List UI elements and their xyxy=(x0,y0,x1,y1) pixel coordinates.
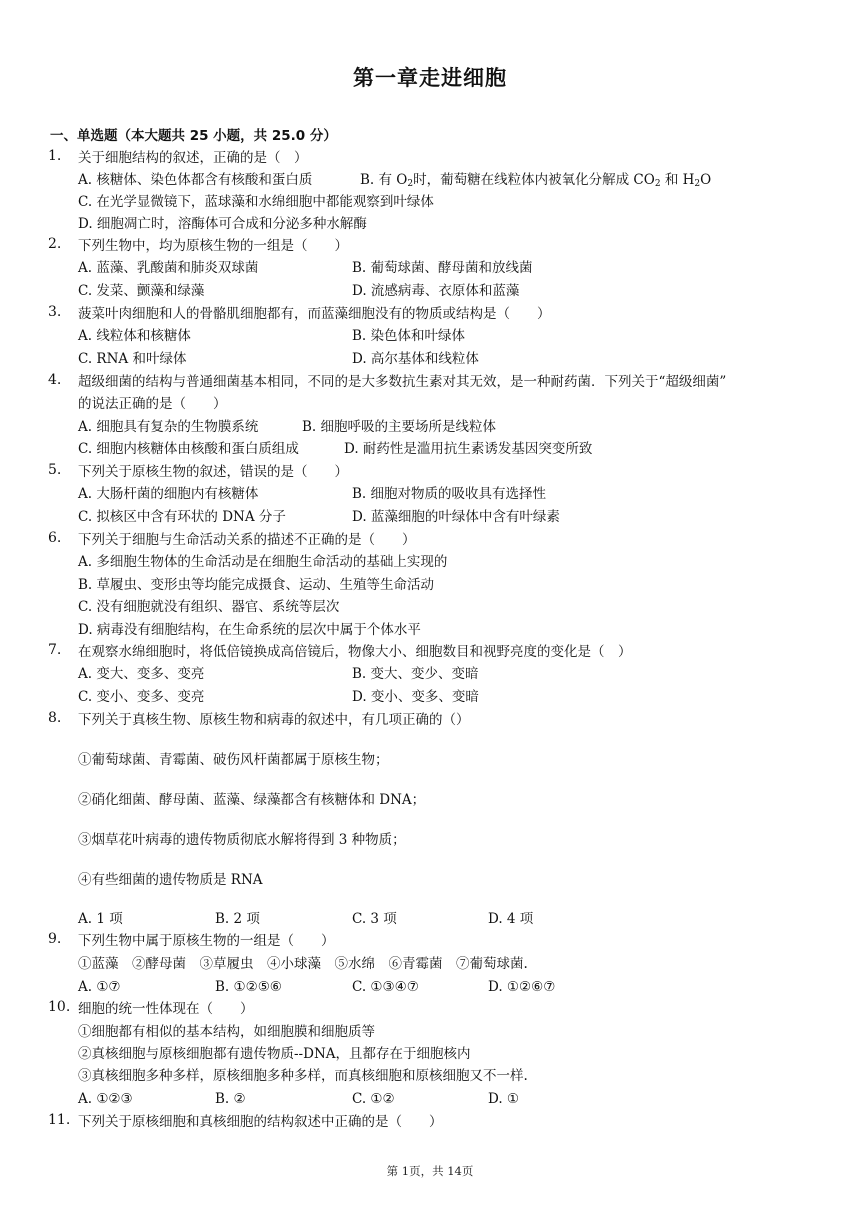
option-c: C. ①③④⑦ xyxy=(352,979,419,995)
option-c: C. 没有细胞就没有组织、器官、系统等层次 xyxy=(78,599,340,615)
option-c: C. ①② xyxy=(352,1091,395,1107)
question-number: 1. xyxy=(48,148,62,164)
option-c: C. 3 项 xyxy=(352,911,397,927)
option-d: D. 流感病毒、衣原体和蓝藻 xyxy=(352,283,520,299)
question-stem: 下列关于原核细胞和真核细胞的结构叙述中正确的是（ ） xyxy=(78,1114,443,1130)
option-c: C. 在光学显微镜下，蓝球藻和水绵细胞中都能观察到叶绿体 xyxy=(78,194,434,210)
option-b: B. 草履虫、变形虫等均能完成摄食、运动、生殖等生命活动 xyxy=(78,577,435,593)
question-number: 6. xyxy=(48,530,62,546)
question-stem: 下列关于细胞与生命活动关系的描述不正确的是（ ） xyxy=(78,532,416,548)
question-number: 9. xyxy=(48,931,62,947)
option-b: B. 细胞呼吸的主要场所是线粒体 xyxy=(302,419,497,435)
section-header: 一、单选题（本大题共 25 小题，共 25.0 分） xyxy=(50,128,337,144)
option-d: D. 变小、变多、变暗 xyxy=(352,689,479,705)
option-a: A. 变大、变多、变亮 xyxy=(78,666,205,682)
option-a: A. ①⑦ xyxy=(78,979,121,995)
option-b: B. 有 $O_2$时，葡萄糖在线粒体内被氧化分解成 $CO_2$ 和 $H_2O$ xyxy=(360,172,712,189)
option-a: A. 蓝藻、乳酸菌和肺炎双球菌 xyxy=(78,260,259,276)
statement-item: ③烟草花叶病毒的遗传物质彻底水解将得到 3 种物质； xyxy=(78,832,406,848)
option-d: D. 高尔基体和线粒体 xyxy=(352,351,479,367)
statement-item: ①细胞都有相似的基本结构，如细胞膜和细胞质等 xyxy=(78,1024,375,1040)
question-number: 11. xyxy=(48,1112,71,1128)
option-d: D. 病毒没有细胞结构，在生命系统的层次中属于个体水平 xyxy=(78,622,421,638)
question-number: 5. xyxy=(48,462,62,478)
option-b: B. 变大、变少、变暗 xyxy=(352,666,479,682)
option-a: A. 线粒体和核糖体 xyxy=(78,328,191,344)
question-stem: 下列生物中属于原核生物的一组是（ ） xyxy=(78,933,335,949)
option-d: D. 4 项 xyxy=(488,911,534,927)
question-stem: 细胞的统一性体现在（ ） xyxy=(78,1001,254,1017)
question-stem: 下列关于原核生物的叙述，错误的是（ ） xyxy=(78,464,348,480)
option-b: B. 葡萄球菌、酵母菌和放线菌 xyxy=(352,260,533,276)
option-c: C. 细胞内核糖体由核酸和蛋白质组成 xyxy=(78,441,299,457)
option-a: A. 1 项 xyxy=(78,911,123,927)
option-b: B. 染色体和叶绿体 xyxy=(352,328,466,344)
option-a: A. ①②③ xyxy=(78,1091,133,1107)
question-stem: 下列生物中，均为原核生物的一组是（ ） xyxy=(78,238,348,254)
option-c: C. 发菜、颤藻和绿藻 xyxy=(78,283,205,299)
option-c: C. 拟核区中含有环状的 DNA 分子 xyxy=(78,509,286,525)
option-d: D. ① xyxy=(488,1091,520,1107)
question-number: 8. xyxy=(48,710,62,726)
question-stem-cont: 的说法正确的是（ ） xyxy=(78,396,227,412)
question-stem: 在观察水绵细胞时，将低倍镜换成高倍镜后，物像大小、细胞数目和视野亮度的变化是（ ） xyxy=(78,644,632,660)
question-number: 10. xyxy=(48,999,71,1015)
question-number: 4. xyxy=(48,372,62,388)
statement-item: ②硝化细菌、酵母菌、蓝藻、绿藻都含有核糖体和 DNA； xyxy=(78,792,426,808)
question-stem: 关于细胞结构的叙述，正确的是（ ） xyxy=(78,150,308,166)
question-stem: 下列关于真核生物、原核生物和病毒的叙述中，有几项正确的（） xyxy=(78,712,470,728)
statement-item: ③真核细胞多种多样，原核细胞多种多样，而真核细胞和原核细胞又不一样. xyxy=(78,1068,528,1084)
option-c: C. 变小、变多、变亮 xyxy=(78,689,205,705)
option-b: B. ② xyxy=(215,1091,246,1107)
option-d: D. 细胞凋亡时，溶酶体可合成和分泌多种水解酶 xyxy=(78,216,367,232)
option-d: D. 耐药性是滥用抗生素诱发基因突变所致 xyxy=(344,441,593,457)
statement-item: ①蓝藻 ②酵母菌 ③草履虫 ④小球藻 ⑤水绵 ⑥青霉菌 ⑦葡萄球菌. xyxy=(78,956,528,972)
option-b: B. ①②⑤⑥ xyxy=(215,979,282,995)
option-c: C. RNA 和叶绿体 xyxy=(78,351,187,367)
statement-item: ②真核细胞与原核细胞都有遗传物质--DNA，且都存在于细胞核内 xyxy=(78,1046,471,1062)
option-d: D. 蓝藻细胞的叶绿体中含有叶绿素 xyxy=(352,509,560,525)
question-number: 7. xyxy=(48,642,62,658)
question-number: 2. xyxy=(48,236,62,252)
page-footer: 第 1页，共 14页 xyxy=(386,1164,474,1178)
option-a: A. 多细胞生物体的生命活动是在细胞生命活动的基础上实现的 xyxy=(78,554,448,570)
option-d: D. ①②⑥⑦ xyxy=(488,979,556,995)
option-a: A. 核糖体、染色体都含有核酸和蛋白质 xyxy=(78,172,313,188)
option-a: A. 大肠杆菌的细胞内有核糖体 xyxy=(78,486,259,502)
question-number: 3. xyxy=(48,304,62,320)
statement-item: ④有些细菌的遗传物质是 RNA xyxy=(78,872,263,888)
question-stem: 菠菜叶肉细胞和人的骨骼肌细胞都有，而蓝藻细胞没有的物质或结构是（ ） xyxy=(78,306,551,322)
option-b: B. 2 项 xyxy=(215,911,260,927)
option-a: A. 细胞具有复杂的生物膜系统 xyxy=(78,419,259,435)
question-stem: 超级细菌的结构与普通细菌基本相同，不同的是大多数抗生素对其无效，是一种耐药菌．下列关于“超级细菌” xyxy=(78,374,727,390)
option-b: B. 细胞对物质的吸收具有选择性 xyxy=(352,486,547,502)
statement-item: ①葡萄球菌、青霉菌、破伤风杆菌都属于原核生物； xyxy=(78,752,389,768)
page-title: 第一章走进细胞 xyxy=(353,66,507,90)
